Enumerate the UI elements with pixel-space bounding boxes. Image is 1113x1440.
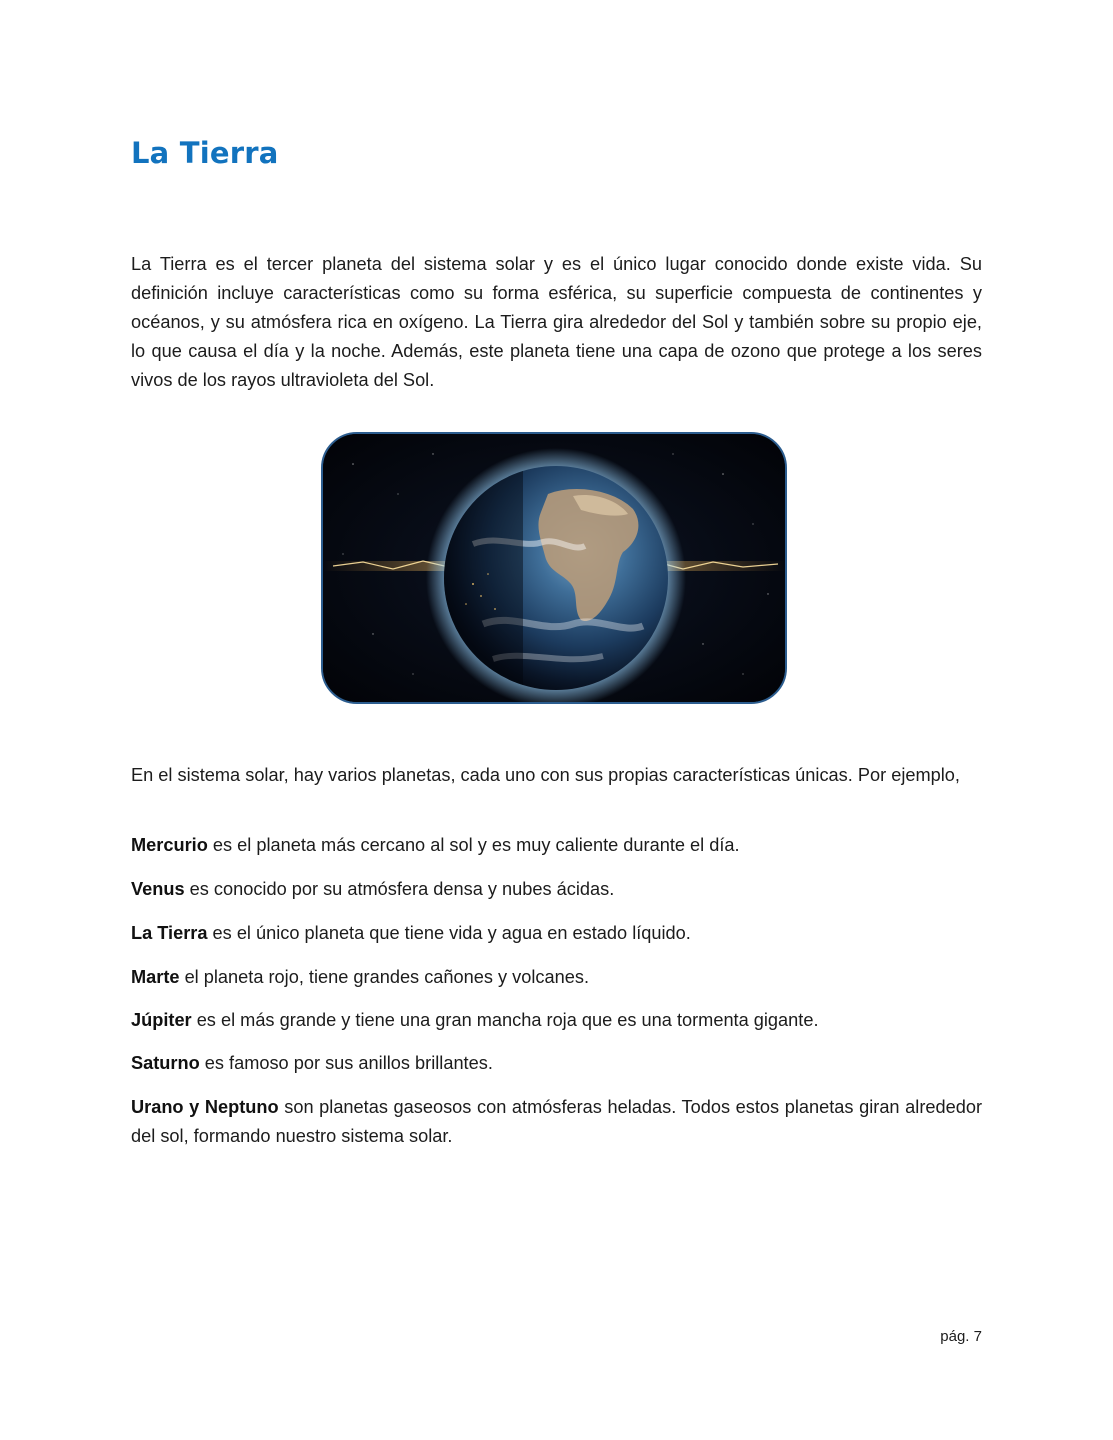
planet-description: es el más grande y tiene una gran mancha roja que es una tormenta gigante. [191, 1010, 819, 1030]
planet-name: Marte [131, 967, 180, 987]
page-title: La Tierra [131, 136, 279, 170]
planet-name: Venus [131, 879, 185, 899]
planet-item-mercurio [131, 831, 982, 860]
planet-item-urano-neptuno [131, 1093, 982, 1151]
planets-intro-paragraph: En el sistema solar, hay varios planetas, cada uno con sus propias características únicas. Por ejemplo, [131, 765, 960, 785]
page-number: pág. 7 [940, 1328, 982, 1345]
planet-description: es famoso por sus anillos brillantes. [199, 1053, 493, 1073]
planet-item-tierra [131, 919, 982, 948]
intro-paragraph: La Tierra es el tercer planeta del sistema solar y es el único lugar conocido donde existe vida. Su definición incluye características como su forma esférica, su superficie compuesta de continentes y océanos, y su atmósfera rica en oxígeno. La Tierra gira alrededor del Sol y también sobre su propio eje, lo que causa el día y la noche. Además, este planeta tiene una capa de ozono que protege a los seres vivos de los rayos ultravioleta del Sol. [131, 254, 982, 390]
earth-image [321, 432, 787, 704]
planet-description: es conocido por su atmósfera densa y nubes ácidas. [184, 879, 615, 899]
planet-name: Mercurio [131, 835, 208, 855]
planet-item-marte [131, 963, 982, 992]
planet-item-saturno [131, 1049, 982, 1078]
planet-description: es el planeta más cercano al sol y es muy caliente durante el día. [207, 835, 740, 855]
planet-name: La Tierra [131, 923, 208, 943]
planet-description: el planeta rojo, tiene grandes cañones y volcanes. [179, 967, 590, 987]
planet-name: Saturno [131, 1053, 200, 1073]
planet-description: son planetas gaseosos con atmósferas heladas. Todos estos planetas giran alrededor del sol, formando nuestro sistema solar. [131, 1097, 983, 1146]
planet-description: es el único planeta que tiene vida y agua en estado líquido. [207, 923, 691, 943]
planet-item-jupiter [131, 1006, 982, 1035]
planet-name: Júpiter [131, 1010, 192, 1030]
planet-name: Urano y Neptuno [131, 1097, 279, 1117]
planet-item-venus [131, 875, 982, 904]
